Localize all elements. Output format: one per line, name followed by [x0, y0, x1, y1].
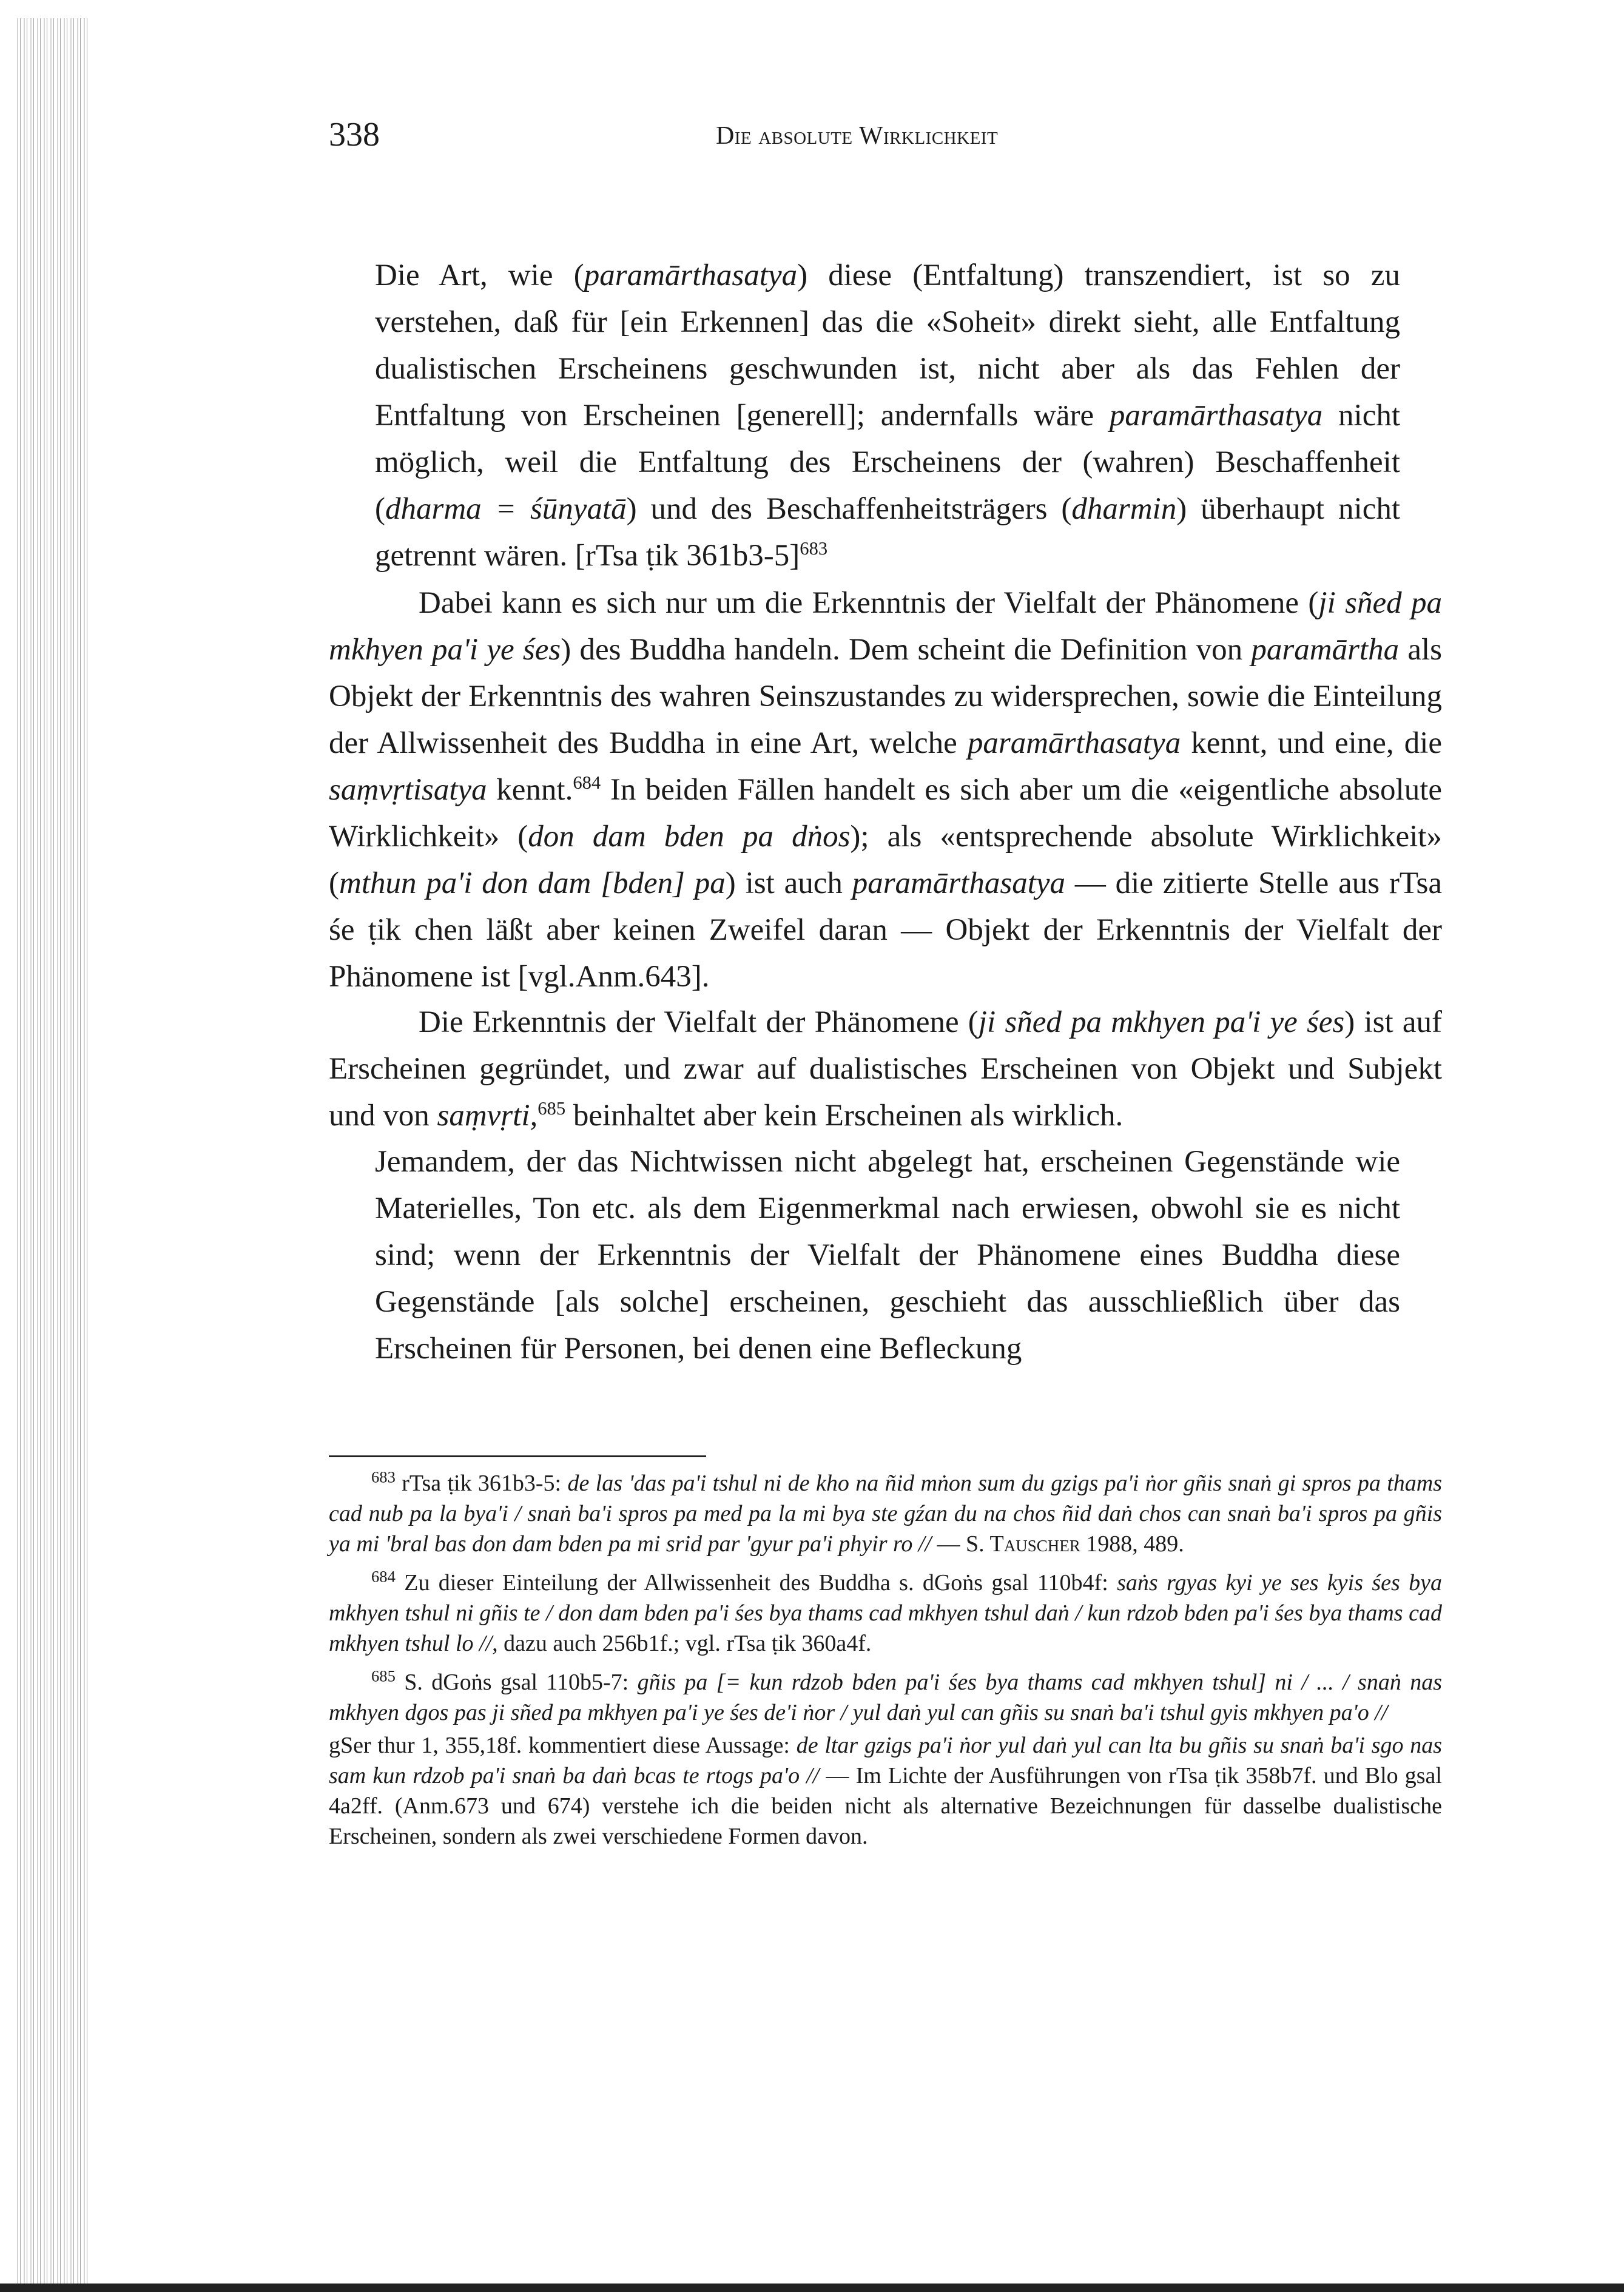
- page-number: 338: [329, 116, 380, 153]
- footnote-683: $^{683}$ rTsa ṭik 361b3-5: de las 'das pa'i tshul ni de kho na ñid mṅon sum du gzigs pa'i ṅor gñis snaṅ gi spros pa thams cad nub pa la bya'i / snaṅ ba'i spros pa med pa la mi bya ste gźan du na chos ñid daṅ chos can snaṅ ba'i spros pa gñis ya mi 'bral bas don dam bden pa mi srid par 'gyur pa'i phyir ro // — S. Tauscher 1988, 489.: [329, 1468, 1442, 1557]
- footnote-ref-683[interactable]: 683: [800, 538, 828, 559]
- paragraph-1: Dabei kann es sich nur um die Erkenntnis der Vielfalt der Phänomene (ji sñed pa mkhyen pa'i ye śes) des Buddha handeln. Dem scheint die Definition von paramārtha als Objekt der Erkenntnis des wahren Seinszustandes zu widersprechen, sowie die Einteilung der Allwissenheit des Buddha in eine Art, welche paramārthasatya kennt, und eine, die saṃvṛtisatya kennt.$^{684}$ In beiden Fällen handelt es sich aber um die «eigentliche absolute Wirklichkeit» (don dam bden pa dṅos); als «entsprechende absolute Wirklichkeit» (mthun pa'i don dam [bden] pa) ist auch paramārthasatya — die zitierte Stelle aus rTsa śe ṭik chen läßt aber keinen Zweifel daran — Objekt der Erkenntnis der Vielfalt der Phänomene ist [vgl.Anm.643].: [329, 586, 1443, 994]
- footnote-685: $^{685}$ S. dGoṅs gsal 110b5-7: gñis pa [= kun rdzob bden pa'i śes bya thams cad mkhyen tshul] ni / ... / snaṅ nas mkhyen dgos pas ji sñed pa mkhyen pa'i ye śes de'i ṅor / yul daṅ yul can gñis su snaṅ ba'i tshul gyis mkhyen pa'o //: [329, 1667, 1442, 1725]
- running-head: Die absolute Wirklichkeit: [716, 122, 999, 150]
- footnote-684: $^{684}$ Zu dieser Einteilung der Allwissenheit des Buddha s. dGoṅs gsal 110b4f: saṅs rgyas kyi ye ses kyis śes bya mkhyen tshul ni gñis te / don dam bden pa'i śes bya thams cad mkhyen tshul daṅ / kun rdzob bden pa'i śes bya thams cad mkhyen tshul lo //, dazu auch 256b1f.; vgl. rTsa ṭik 360a4f.: [329, 1567, 1442, 1656]
- footnote-separator: [329, 1455, 706, 1457]
- paragraph-2: Die Erkenntnis der Vielfalt der Phänomene (ji sñed pa mkhyen pa'i ye śes) ist auf Erscheinen gegründet, und zwar auf dualistisches Erscheinen von Objekt und Subjekt und von saṃvṛti,$^{685}$ beinhaltet aber kein Erscheinen als wirklich.: [329, 1005, 1443, 1133]
- block-quote-2: Jemandem, der das Nichtwissen nicht abgelegt hat, erscheinen Gegenstände wie Materielles, Ton etc. als dem Eigenmerkmal nach erwiesen, obwohl sie es nicht sind; wenn der Erkenntnis der Vielfalt der Phänomene eines Buddha diese Gegenstände [als solche] erscheinen, geschieht das ausschließlich über das Erscheinen für Personen, bei denen eine Befleckung: [375, 1145, 1400, 1366]
- block-quote-1: Die Art, wie (paramārthasatya) diese (Entfaltung) transzendiert, ist so zu verstehen, daß für [ein Erkennen] das die «Soheit» direkt sieht, alle Entfaltung dualistischen Erscheinens geschwunden ist, nicht aber als das Fehlen der Entfaltung von Erscheinen [generell]; andernfalls wäre paramārthasatya nicht möglich, weil die Entfaltung des Erscheinens der (wahren) Beschaffenheit (dharma = śūnyatā) und des Beschaffenheitsträgers (dharmin) überhaupt nicht getrennt wären. [rTsa ṭik 361b3-5]$^{683}$: [375, 258, 1401, 573]
- binding-edge: [17, 18, 89, 2292]
- footnote-ref-684[interactable]: 684: [573, 772, 601, 793]
- footnote-685-continuation: gSer thur 1, 355,18f. kommentiert diese Aussage: de ltar gzigs pa'i ṅor yul daṅ yul can lta bu gñis su snaṅ ba'i sgo nas sam kun rdzob pa'i snaṅ ba daṅ bcas te rtogs pa'o // — Im Lichte der Ausführungen von rTsa ṭik 358b7f. und Blo gsal 4a2ff. (Anm.673 und 674) verstehe ich die beiden nicht als alternative Bezeichnungen für dasselbe dualistische Erscheinen, sondern als zwei verschiedene Formen davon.: [329, 1733, 1442, 1849]
- footnotes: [329, 1468, 1442, 1860]
- scan-bottom-edge: [0, 2284, 1624, 2292]
- footnote-ref-685[interactable]: 685: [537, 1098, 566, 1119]
